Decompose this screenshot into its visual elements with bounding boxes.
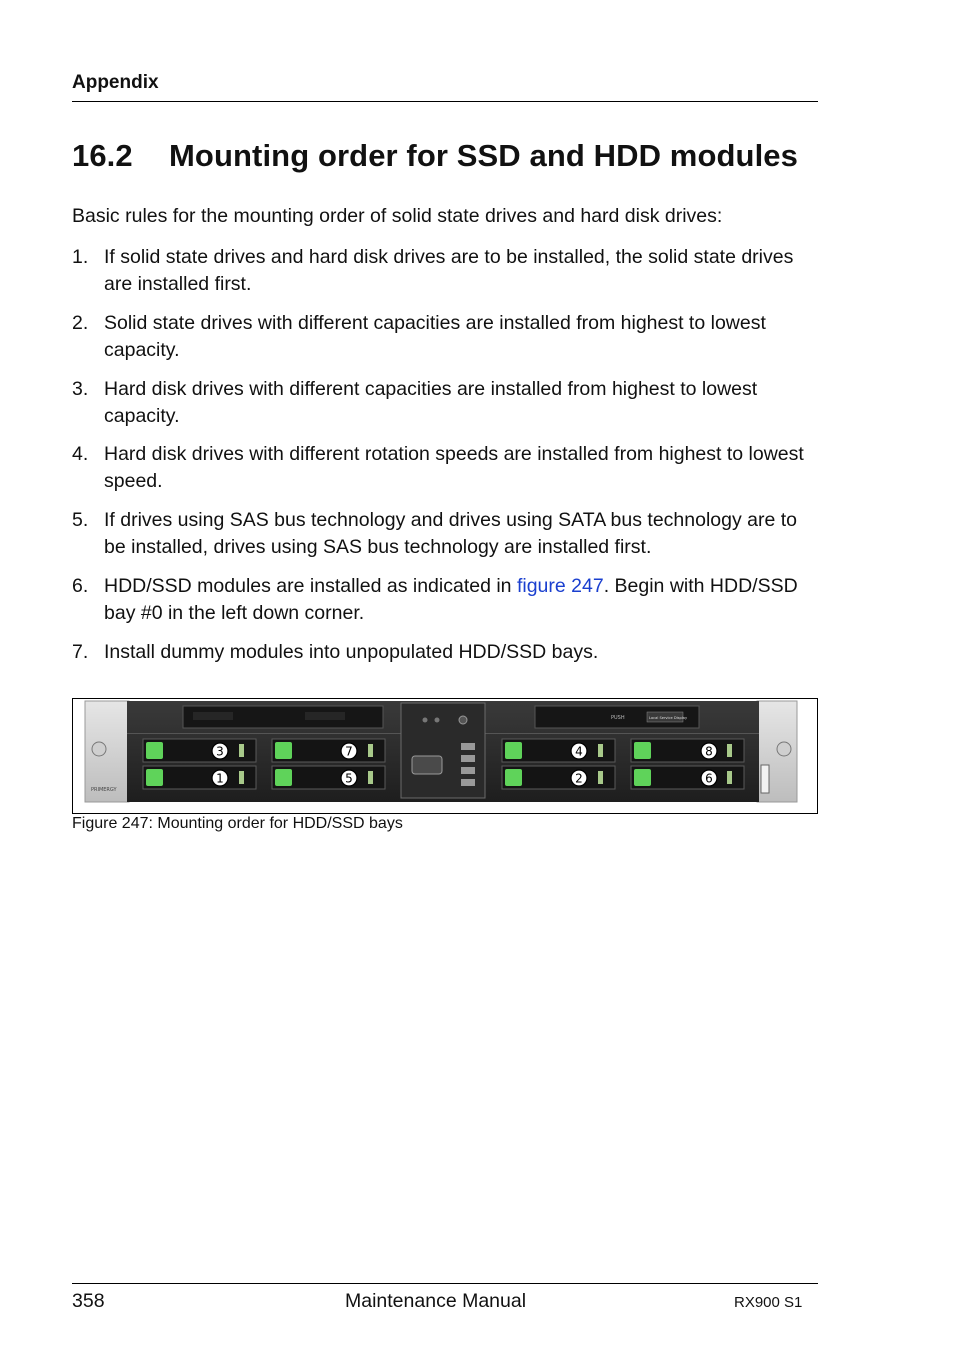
drive-latch-icon <box>146 742 163 759</box>
bay-number: 2 <box>575 771 583 786</box>
rule-text-before: HDD/SSD modules are installed as indicated in <box>104 575 517 597</box>
drive-latch-icon <box>505 742 522 759</box>
usb-port-icon <box>461 767 475 774</box>
section-title-text: Mounting order for SSD and HDD modules <box>169 138 798 173</box>
rule-text-after: . Begin with HDD/SSD bay #0 in the left down corner. <box>104 575 798 624</box>
rule-number: 2. <box>72 312 89 334</box>
power-button-icon <box>459 716 467 724</box>
vga-port-icon <box>412 756 442 774</box>
bay-number: 5 <box>345 771 353 786</box>
rule-text: If solid state drives and hard disk drives are to be installed, the solid state drives are installed first. <box>104 246 794 295</box>
header-rule <box>72 101 818 102</box>
drive-latch-icon <box>634 742 651 759</box>
bay-number: 1 <box>216 771 224 786</box>
rule-number: 1. <box>72 246 89 268</box>
bay-number: 4 <box>575 744 583 759</box>
usb-port-icon <box>461 755 475 762</box>
drive-latch-icon <box>146 769 163 786</box>
rule-text: Install dummy modules into unpopulated HDD/SSD bays. <box>104 641 599 663</box>
push-label: PUSH <box>611 715 625 721</box>
section-title <box>72 138 798 174</box>
figure-caption: Figure 247: Mounting order for HDD/SSD bays <box>72 815 403 832</box>
drive-latch-icon <box>505 769 522 786</box>
handle-icon <box>761 765 769 793</box>
drive-latch-icon <box>275 769 292 786</box>
status-led-icon <box>423 718 428 723</box>
status-led-icon <box>435 718 440 723</box>
model-name: RX900 S1 <box>734 1294 803 1311</box>
rule-number: 6. <box>72 575 89 597</box>
figure-link[interactable]: figure 247 <box>516 575 604 597</box>
rule-text <box>104 573 818 626</box>
intro-paragraph: Basic rules for the mounting order of solid state drives and hard disk drives: <box>72 205 723 227</box>
running-header: Appendix <box>72 72 159 93</box>
page-number: 358 <box>72 1290 105 1312</box>
figure-frame <box>72 698 818 814</box>
rule-number: 7. <box>72 641 89 663</box>
footer-rule <box>72 1283 818 1284</box>
rule-text: Hard disk drives with different capacities are installed from highest to lowest capacity. <box>104 378 758 427</box>
right-screw-icon <box>777 742 791 756</box>
bay-number: 6 <box>705 771 713 786</box>
rule-text: If drives using SAS bus technology and drives using SATA bus technology are to be installed, drives using SAS bus technology are installed first. <box>104 509 798 558</box>
left-screw-icon <box>92 742 106 756</box>
drive-latch-icon <box>634 769 651 786</box>
rule-text: Solid state drives with different capacities are installed from highest to lowest capacity. <box>104 312 766 361</box>
bay-number: 7 <box>345 744 353 759</box>
rule-number: 3. <box>72 378 89 400</box>
rule-text: Hard disk drives with different rotation speeds are installed from highest to lowest speed. <box>104 443 804 492</box>
section-number: 16.2 <box>72 138 133 173</box>
local-service-display-label: Local Service Display <box>649 716 688 720</box>
rule-number: 5. <box>72 509 89 531</box>
rule-number: 4. <box>72 443 89 465</box>
server-front-panel-figure <box>73 699 817 813</box>
bay-number: 3 <box>216 744 224 759</box>
brand-label: PRIMERGY <box>91 787 117 793</box>
usb-port-icon <box>461 779 475 786</box>
manual-title: Maintenance Manual <box>345 1290 527 1312</box>
bay-number: 8 <box>705 744 713 759</box>
drive-latch-icon <box>275 742 292 759</box>
usb-port-icon <box>461 743 475 750</box>
